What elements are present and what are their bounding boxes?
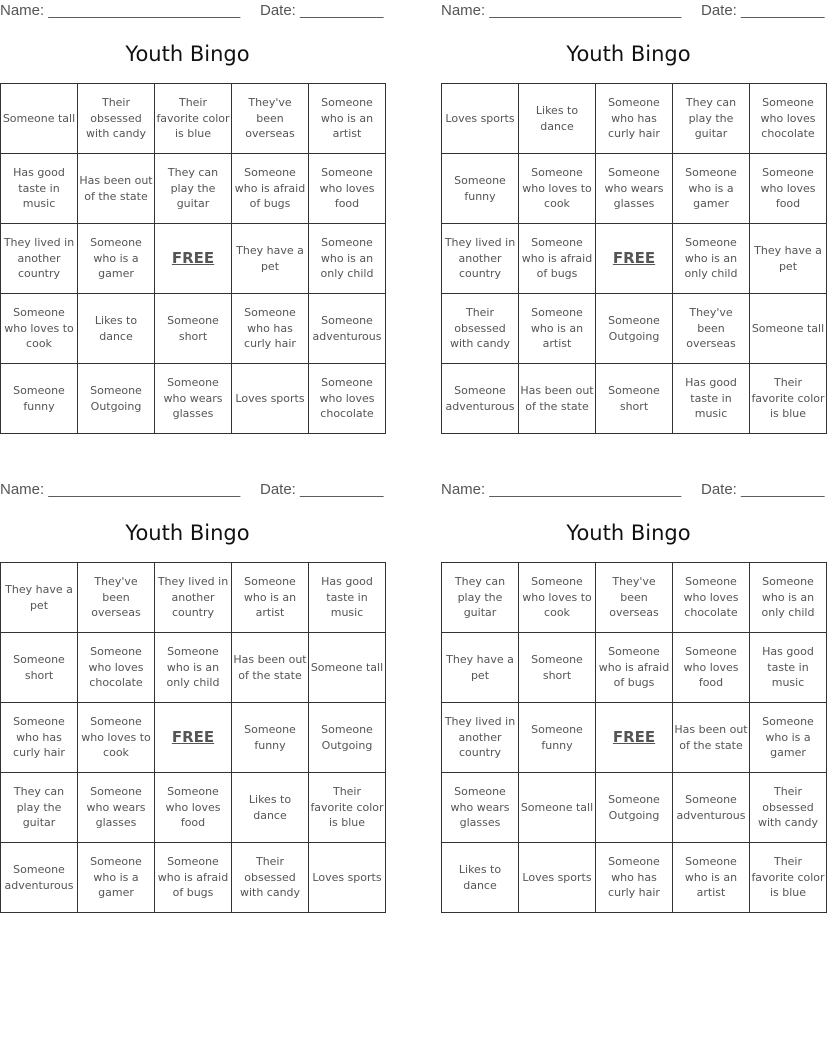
bingo-cell: They have a pet [442, 633, 519, 703]
bingo-cell: Someone funny [519, 703, 596, 773]
bingo-cell: Has been out of the state [673, 703, 750, 773]
bingo-cell: Loves sports [309, 843, 386, 913]
bingo-cell: Someone adventurous [1, 843, 78, 913]
bingo-cell: Someone who loves food [673, 633, 750, 703]
bingo-grid [441, 83, 827, 434]
grid-row [1, 364, 386, 434]
bingo-cell: Someone who loves to cook [1, 294, 78, 364]
bingo-cell: Someone who loves to cook [78, 703, 155, 773]
date-field-label: Date: __________ [260, 2, 384, 19]
bingo-cell: Someone who is an artist [309, 84, 386, 154]
grid-row [1, 224, 386, 294]
bingo-cell: Someone who loves to cook [519, 154, 596, 224]
bingo-cell: Has good taste in music [750, 633, 827, 703]
bingo-cell: Someone funny [1, 364, 78, 434]
bingo-cell: Someone who has curly hair [232, 294, 309, 364]
free-space-cell: FREE [155, 224, 232, 294]
bingo-card-2 [441, 0, 825, 432]
bingo-cell: Someone adventurous [309, 294, 386, 364]
bingo-cell: Someone who wears glasses [596, 154, 673, 224]
bingo-cell: Someone short [155, 294, 232, 364]
bingo-cell: They can play the guitar [442, 563, 519, 633]
bingo-cell: Someone Outgoing [78, 364, 155, 434]
bingo-cell: Their favorite color is blue [750, 364, 827, 434]
bingo-card-4 [441, 479, 825, 911]
grid-row [1, 294, 386, 364]
date-field-label: Date: __________ [701, 481, 825, 498]
bingo-cell: Loves sports [442, 84, 519, 154]
bingo-cell: They've been overseas [78, 563, 155, 633]
date-field-label: Date: __________ [701, 2, 825, 19]
grid-row [1, 843, 386, 913]
bingo-cell: Someone funny [442, 154, 519, 224]
grid-row [442, 294, 827, 364]
grid-row [442, 84, 827, 154]
bingo-card-1 [0, 0, 384, 432]
bingo-cell: Their favorite color is blue [155, 84, 232, 154]
bingo-cell: Someone who is afraid of bugs [155, 843, 232, 913]
bingo-cell: Someone who is a gamer [78, 843, 155, 913]
bingo-cell: Has been out of the state [78, 154, 155, 224]
bingo-grid [441, 562, 827, 913]
bingo-cell: They lived in another country [155, 563, 232, 633]
bingo-cell: Someone who is a gamer [78, 224, 155, 294]
grid-row [442, 154, 827, 224]
free-space-cell: FREE [155, 703, 232, 773]
bingo-grid [0, 83, 386, 434]
bingo-cell: Someone short [596, 364, 673, 434]
grid-row [442, 633, 827, 703]
grid-row [1, 773, 386, 843]
bingo-cell: Someone who loves food [309, 154, 386, 224]
free-space-cell: FREE [596, 224, 673, 294]
bingo-cell: Someone who is a gamer [750, 703, 827, 773]
grid-row [1, 563, 386, 633]
bingo-cell: Someone who loves food [155, 773, 232, 843]
bingo-cell: Someone tall [1, 84, 78, 154]
bingo-cell: Loves sports [519, 843, 596, 913]
bingo-cell: Likes to dance [442, 843, 519, 913]
grid-row [442, 843, 827, 913]
name-field-label: Name: _______________________ [0, 481, 241, 498]
grid-row [1, 703, 386, 773]
grid-row [442, 563, 827, 633]
bingo-cell: Someone Outgoing [596, 773, 673, 843]
bingo-cell: Someone who wears glasses [155, 364, 232, 434]
bingo-cell: Someone who loves chocolate [309, 364, 386, 434]
bingo-cell: Someone short [1, 633, 78, 703]
bingo-cell: Likes to dance [519, 84, 596, 154]
bingo-cell: Someone adventurous [673, 773, 750, 843]
grid-row [1, 633, 386, 703]
bingo-cell: They've been overseas [596, 563, 673, 633]
bingo-cell: Someone Outgoing [596, 294, 673, 364]
bingo-cell: Has been out of the state [519, 364, 596, 434]
bingo-cell: Someone who is an only child [673, 224, 750, 294]
grid-row [442, 773, 827, 843]
grid-row [442, 224, 827, 294]
name-field-label: Name: _______________________ [0, 2, 241, 19]
bingo-cell: Someone who loves food [750, 154, 827, 224]
bingo-cell: Someone who is afraid of bugs [596, 633, 673, 703]
bingo-cell: Someone who has curly hair [596, 84, 673, 154]
bingo-cell: Someone who has curly hair [1, 703, 78, 773]
bingo-grid [0, 562, 386, 913]
bingo-cell: Their favorite color is blue [750, 843, 827, 913]
bingo-cell: Someone who is an only child [155, 633, 232, 703]
bingo-cell: They can play the guitar [1, 773, 78, 843]
bingo-cell: Someone Outgoing [309, 703, 386, 773]
bingo-cell: Someone tall [750, 294, 827, 364]
bingo-cell: Their obsessed with candy [78, 84, 155, 154]
bingo-cell: Has good taste in music [1, 154, 78, 224]
bingo-cell: Someone who is a gamer [673, 154, 750, 224]
bingo-cell: Someone tall [519, 773, 596, 843]
bingo-cell: They lived in another country [1, 224, 78, 294]
bingo-cell: Has good taste in music [673, 364, 750, 434]
bingo-cell: Someone adventurous [442, 364, 519, 434]
bingo-cell: They can play the guitar [155, 154, 232, 224]
grid-row [442, 703, 827, 773]
date-field-label: Date: __________ [260, 481, 384, 498]
bingo-cell: Their obsessed with candy [232, 843, 309, 913]
bingo-cell: Someone who loves chocolate [78, 633, 155, 703]
bingo-cell: Someone who is an only child [309, 224, 386, 294]
bingo-cell: Someone short [519, 633, 596, 703]
grid-row [442, 364, 827, 434]
bingo-cell: Someone who is an artist [673, 843, 750, 913]
name-field-label: Name: _______________________ [441, 481, 682, 498]
card-title: Youth Bingo [125, 42, 250, 66]
bingo-cell: Someone who loves chocolate [673, 563, 750, 633]
grid-row [1, 154, 386, 224]
bingo-cell: Someone who has curly hair [596, 843, 673, 913]
card-title: Youth Bingo [566, 521, 691, 545]
bingo-cell: They lived in another country [442, 224, 519, 294]
bingo-cell: Likes to dance [78, 294, 155, 364]
bingo-cell: They have a pet [232, 224, 309, 294]
bingo-cell: Someone who is an artist [232, 563, 309, 633]
bingo-card-3 [0, 479, 384, 911]
card-title: Youth Bingo [125, 521, 250, 545]
bingo-cell: They've been overseas [673, 294, 750, 364]
bingo-cell: They've been overseas [232, 84, 309, 154]
bingo-cell: Someone who loves to cook [519, 563, 596, 633]
bingo-cell: Has good taste in music [309, 563, 386, 633]
bingo-cell: Someone who is afraid of bugs [232, 154, 309, 224]
bingo-cell: Someone tall [309, 633, 386, 703]
bingo-cell: Someone funny [232, 703, 309, 773]
bingo-cell: Someone who is an only child [750, 563, 827, 633]
bingo-cell: Someone who loves chocolate [750, 84, 827, 154]
bingo-cell: They have a pet [750, 224, 827, 294]
bingo-cell: Someone who wears glasses [78, 773, 155, 843]
bingo-cell: Their obsessed with candy [442, 294, 519, 364]
bingo-cell: Someone who is an artist [519, 294, 596, 364]
bingo-cell: Likes to dance [232, 773, 309, 843]
bingo-cell: Has been out of the state [232, 633, 309, 703]
bingo-cell: They have a pet [1, 563, 78, 633]
bingo-cell: Loves sports [232, 364, 309, 434]
bingo-cell: They lived in another country [442, 703, 519, 773]
bingo-cell: Their obsessed with candy [750, 773, 827, 843]
name-field-label: Name: _______________________ [441, 2, 682, 19]
card-title: Youth Bingo [566, 42, 691, 66]
grid-row [1, 84, 386, 154]
bingo-cell: Someone who wears glasses [442, 773, 519, 843]
bingo-cell: Their favorite color is blue [309, 773, 386, 843]
bingo-cell: They can play the guitar [673, 84, 750, 154]
bingo-cell: Someone who is afraid of bugs [519, 224, 596, 294]
free-space-cell: FREE [596, 703, 673, 773]
